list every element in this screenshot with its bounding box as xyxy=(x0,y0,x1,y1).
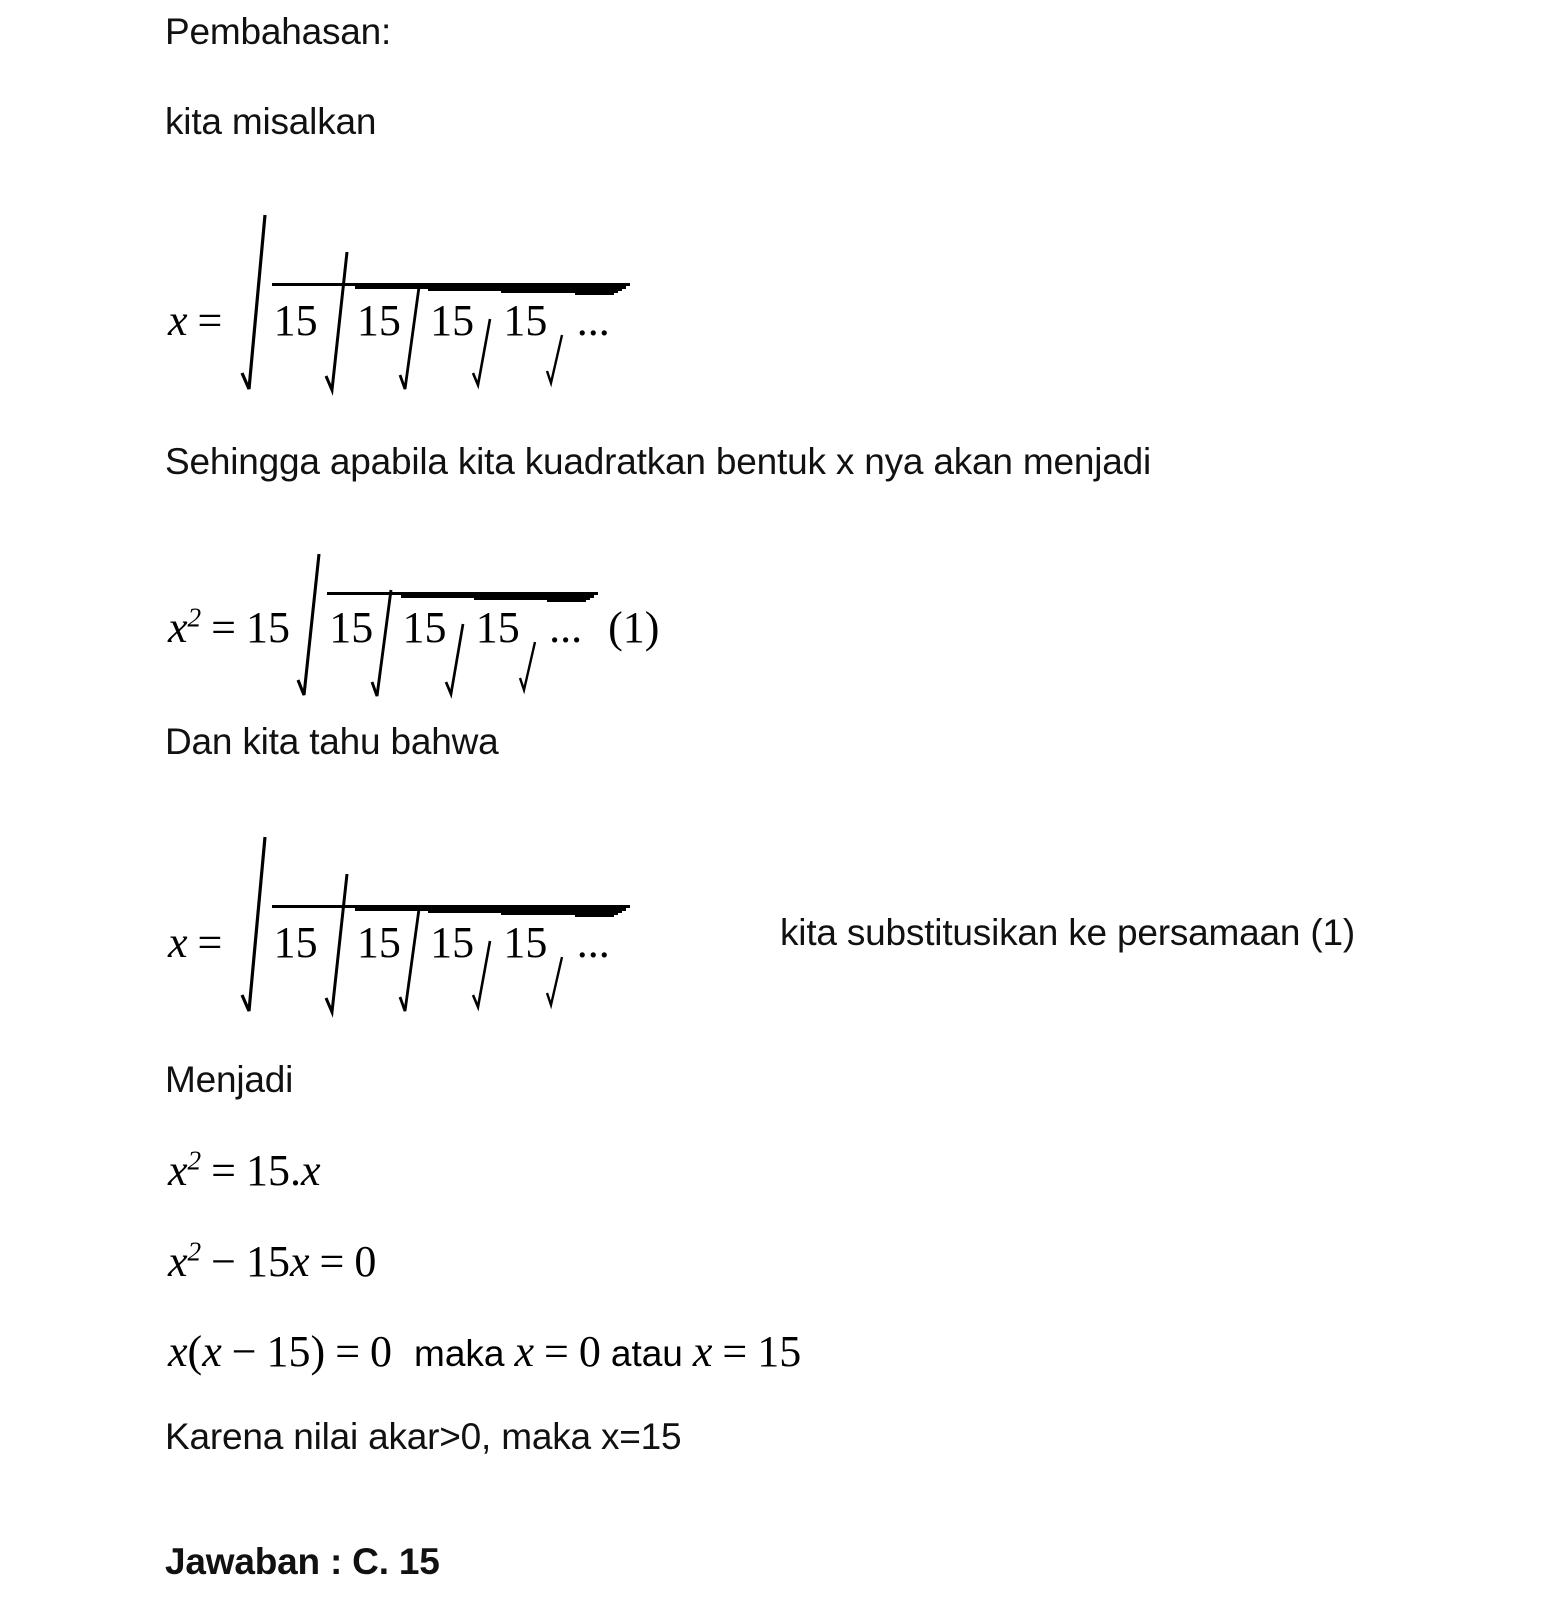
radicand-value-3: 15 xyxy=(430,296,475,345)
equation-number-tag: (1) xyxy=(608,603,660,652)
radical-level-5 xyxy=(547,915,613,968)
line-since-root-positive: Karena nilai akar>0, maka x=15 xyxy=(165,1416,682,1457)
eq1-nested-radical xyxy=(244,283,629,346)
eq3-nested-radical xyxy=(244,905,629,968)
radicand-ellipsis: ... xyxy=(576,296,610,345)
line-we-know: Dan kita tahu bahwa xyxy=(165,721,499,762)
eq6-inner-var: x xyxy=(202,1327,222,1376)
line-becomes: Menjadi xyxy=(165,1059,294,1100)
eq6-root1-relation: = xyxy=(544,1327,569,1376)
radicand-level-3 xyxy=(428,911,622,968)
eq4-rhs-number: 15. xyxy=(246,1146,301,1195)
radicand-level-2 xyxy=(401,595,595,653)
line-after-square: Sehingga apabila kita kuadratkan bentuk x nya akan menjadi xyxy=(165,441,1152,482)
eq1-lhs: x xyxy=(168,296,188,345)
radicand-value-1: 15 xyxy=(329,603,374,652)
radicand-ellipsis: ... xyxy=(576,918,610,967)
radical-level-2 xyxy=(373,595,594,653)
eq5-term-var: x xyxy=(290,1237,310,1286)
eq2-exponent: 2 xyxy=(187,602,202,633)
eq6-atau-word: atau xyxy=(610,1333,683,1374)
radicand-level-2 xyxy=(355,908,626,968)
equation-factored-roots xyxy=(168,1326,801,1377)
eq6-root2-relation: = xyxy=(722,1327,748,1376)
equation-x-nested-radical-2 xyxy=(168,905,630,968)
eq6-minus: − xyxy=(231,1327,257,1376)
radicand-level-4 xyxy=(501,291,617,346)
radical-level-5 xyxy=(547,293,613,346)
eq5-rhs: 0 xyxy=(354,1237,377,1286)
equation-x2-minus-15x xyxy=(168,1236,376,1287)
answer-line: Jawaban : C. 15 xyxy=(165,1541,440,1582)
eq5-exponent: 2 xyxy=(187,1236,202,1267)
radicand-value-1: 15 xyxy=(273,296,318,345)
eq2-nested-radical xyxy=(300,592,659,653)
eq4-rhs-var: x xyxy=(301,1146,321,1195)
eq6-relation: = xyxy=(335,1327,361,1376)
radicand-level-5 xyxy=(575,915,614,968)
radicand-value-2: 15 xyxy=(402,603,447,652)
eq5-relation: = xyxy=(319,1237,345,1286)
eq6-maka-word: maka xyxy=(414,1333,505,1374)
eq6-root1-value: 0 xyxy=(578,1327,601,1376)
radical-level-1 xyxy=(244,905,629,968)
eq4-lhs: x xyxy=(168,1146,188,1195)
eq6-factor-var: x xyxy=(168,1327,188,1376)
eq3-lhs: x xyxy=(168,918,188,967)
radicand-value-1: 15 xyxy=(273,918,318,967)
radicand-level-5 xyxy=(575,293,614,346)
equation-x-squared-1 xyxy=(168,592,659,653)
substitute-note: kita substitusikan ke persamaan (1) xyxy=(780,912,1355,953)
page-heading: Pembahasan: xyxy=(165,11,392,52)
eq6-open-paren: ( xyxy=(187,1327,203,1376)
radicand-level-3 xyxy=(428,289,622,346)
radical-level-4 xyxy=(474,291,618,346)
eq2-relation: = xyxy=(211,603,236,652)
eq6-root2-value: 15 xyxy=(757,1327,802,1376)
radical-level-1 xyxy=(300,592,598,653)
radical-level-1 xyxy=(244,283,629,346)
radicand-level-4 xyxy=(547,600,586,653)
radicand-level-4 xyxy=(501,913,617,968)
eq1-relation: = xyxy=(197,296,223,345)
radicand-value-4: 15 xyxy=(503,918,548,967)
eq2-leading-factor: 15 xyxy=(246,603,290,652)
equation-x2-equals-15x xyxy=(168,1145,321,1196)
equation-x-nested-radical-1 xyxy=(168,283,630,346)
radicand-value-2: 15 xyxy=(356,918,401,967)
radical-level-3 xyxy=(401,911,622,968)
radicand-ellipsis: ... xyxy=(549,603,583,652)
radicand-level-2 xyxy=(355,286,626,346)
eq6-root1-var: x xyxy=(514,1327,535,1376)
eq4-relation: = xyxy=(211,1146,236,1195)
eq6-close-paren: ) xyxy=(310,1327,326,1376)
radicand-level-3 xyxy=(474,598,590,653)
eq4-exponent: 2 xyxy=(187,1145,202,1176)
radical-level-3 xyxy=(447,598,591,653)
eq2-lhs: x xyxy=(168,603,188,652)
radical-level-4 xyxy=(520,600,586,653)
eq6-root2-var: x xyxy=(692,1327,713,1376)
radical-level-4 xyxy=(474,913,618,968)
radicand-value-2: 15 xyxy=(356,296,401,345)
eq5-lhs: x xyxy=(168,1237,188,1286)
radicand-value-4: 15 xyxy=(503,296,548,345)
eq6-inner-number: 15 xyxy=(266,1327,311,1376)
radical-level-2 xyxy=(328,286,626,346)
radicand-level-1 xyxy=(327,592,598,653)
eq6-rhs: 0 xyxy=(370,1327,393,1376)
radicand-level-1 xyxy=(272,283,630,346)
radical-level-2 xyxy=(328,908,626,968)
radical-level-3 xyxy=(401,289,622,346)
eq5-term-number: 15 xyxy=(246,1237,290,1286)
radicand-level-1 xyxy=(272,905,630,968)
eq3-relation: = xyxy=(197,918,223,967)
radicand-value-3: 15 xyxy=(475,603,520,652)
radicand-value-3: 15 xyxy=(430,918,475,967)
eq5-minus: − xyxy=(211,1237,236,1286)
line-intro-assume: kita misalkan xyxy=(165,101,377,142)
